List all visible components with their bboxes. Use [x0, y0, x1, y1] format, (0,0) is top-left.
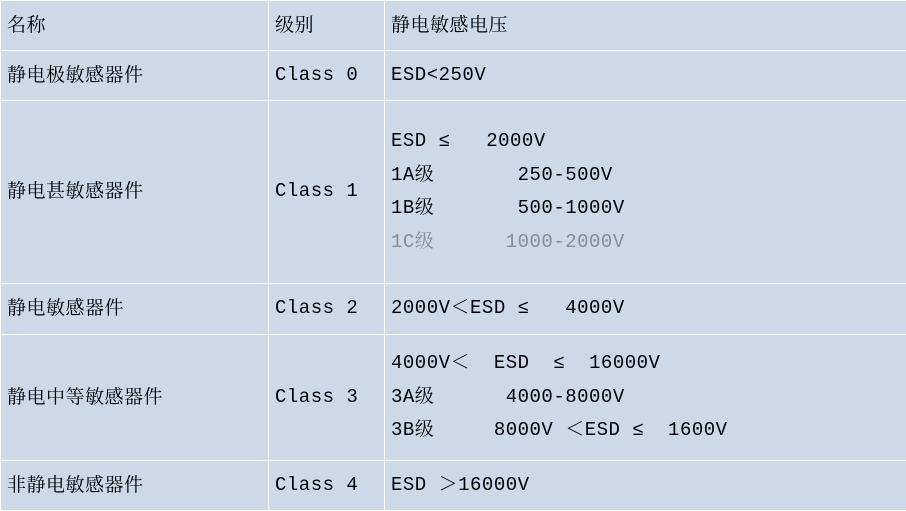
header-name: 名称 — [1, 1, 269, 51]
voltage-line: 4000V＜ ESD ≤ 16000V — [391, 352, 661, 375]
voltage-line: 2000V＜ESD ≤ 4000V — [391, 297, 625, 320]
row-name: 非静电敏感器件 — [1, 460, 269, 510]
voltage-line: ESD ≤ 2000V — [391, 130, 546, 153]
row-name: 静电敏感器件 — [1, 284, 269, 335]
table-row — [1, 284, 906, 335]
row-name: 静电中等敏感器件 — [1, 335, 269, 461]
row-level: Class 3 — [269, 335, 385, 461]
row-name: 静电极敏感器件 — [1, 51, 269, 101]
row-voltage — [385, 284, 906, 335]
row-level: Class 4 — [269, 460, 385, 510]
voltage-line: 1A级 250-500V — [391, 163, 613, 186]
row-level: Class 2 — [269, 284, 385, 335]
header-level: 级别 — [269, 1, 385, 51]
header-voltage: 静电敏感电压 — [385, 1, 906, 51]
row-voltage — [385, 460, 906, 510]
voltage-line: 1B级 500-1000V — [391, 197, 625, 220]
table-row — [1, 101, 906, 284]
table-row — [1, 51, 906, 101]
voltage-line: 3A级 4000-8000V — [391, 385, 625, 408]
row-voltage — [385, 51, 906, 101]
row-voltage — [385, 335, 906, 461]
voltage-line: 3B级 8000V ＜ESD ≤ 1600V — [391, 419, 728, 442]
table-row — [1, 460, 906, 510]
row-name: 静电甚敏感器件 — [1, 101, 269, 284]
row-level: Class 0 — [269, 51, 385, 101]
voltage-line: 1C级 1000-2000V — [391, 230, 625, 253]
row-level: Class 1 — [269, 101, 385, 284]
voltage-line: ESD ＞16000V — [391, 473, 530, 496]
voltage-line: ESD<250V — [391, 63, 487, 86]
row-voltage — [385, 101, 906, 284]
table-row — [1, 335, 906, 461]
table-header-row — [1, 1, 906, 51]
